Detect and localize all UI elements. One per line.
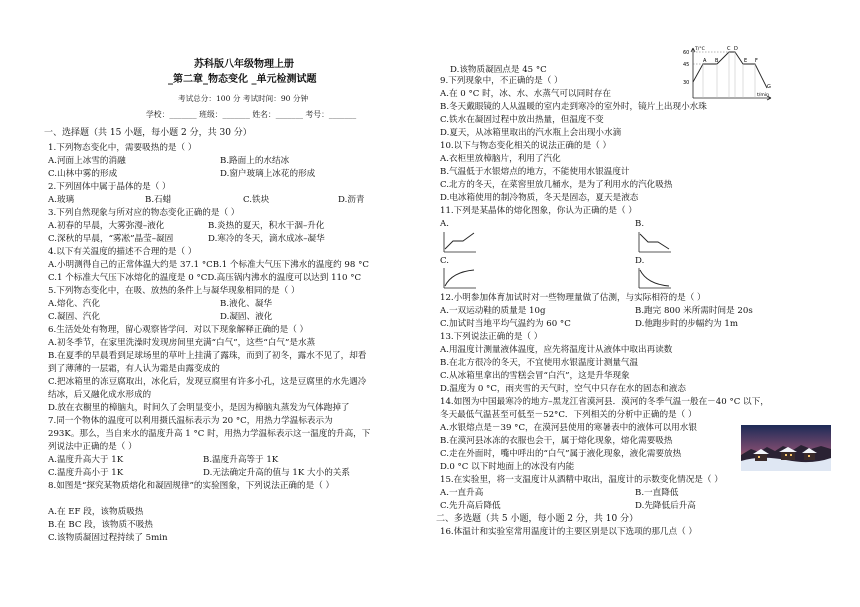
question-5: 5.下列物态变化中，在吸、放热的条件上与凝华现象相同的是（ ） [48, 286, 300, 296]
exam-title: 苏科版八年级物理上册 [194, 59, 294, 70]
fig8-x-unit: t/min [757, 93, 770, 98]
mohe-village-photo [741, 425, 831, 471]
q15-option-c[interactable]: C.先升高后降低 [440, 501, 501, 511]
q12-option-a[interactable]: A.一双运动鞋的质量是 10g [440, 306, 546, 316]
q8-option-a[interactable]: A.在 EF 段，该物质吸热 [48, 507, 144, 517]
q6-option-b[interactable]: B.在夏季的早晨看到足球场里的草叶上挂满了露珠，而到了初冬，露水不见了，却看 [48, 351, 367, 361]
fig8-point-e: E [744, 58, 748, 64]
question-7: 7.同一个物体的温度可以利用摄氏温标表示为 20 °C，用热力学温标表示为 [48, 416, 333, 426]
q10-option-d[interactable]: D.电冰箱使用的制冷物质，冬天是固态，夏天是液态 [440, 193, 639, 203]
question-7-cont1: 293K。那么，当自来水的温度升高 1 °C 时，用热力学温标表示这一温度的升高，下 [48, 429, 371, 439]
q3-option-c[interactable]: C.深秋的早晨，“雾凇”晶莹–凝固 [48, 234, 174, 244]
fig8-ytick-45: 45 [683, 62, 690, 68]
q14-option-c[interactable]: C.走在外面时，嘴中呼出的“白气”属于液化现象，液化需要放热 [440, 449, 682, 459]
question-1: 1.下列物态变化中，需要吸热的是（ ） [48, 143, 197, 153]
question-8: 8.如图是“探究某物质熔化和凝固规律”的实验图象，下列说法正确的是（ ） [48, 481, 335, 491]
question-14-cont: 冬天最低气温甚至可低至－52°C．下列相关的分析中正确的是（ ） [440, 410, 697, 420]
question-12: 12.小明参加体育加试时对一些物理量做了估测，与实际相符的是（ ） [440, 293, 706, 303]
q1-option-b[interactable]: B.路面上的水结冰 [220, 156, 290, 166]
q11-option-b[interactable]: B. [635, 219, 645, 229]
question-3: 3.下列自然现象与所对应的物态变化正确的是（ ） [48, 208, 240, 218]
q13-option-d[interactable]: D.温度为 0 °C，雨夹雪的天气时，空气中只存在水的固态和液态 [440, 384, 686, 394]
q5-option-d[interactable]: D.凝固、液化 [220, 312, 273, 322]
q15-option-a[interactable]: A.一直升高 [440, 488, 484, 498]
q2-option-a[interactable]: A.玻璃 [48, 195, 75, 205]
q13-option-c[interactable]: C.从冰箱里拿出的雪糕会冒“白汽”，这是升华现象 [440, 371, 630, 381]
q6-option-d[interactable]: D.放在衣橱里的樟脑丸，时间久了会明显变小，是因为樟脑丸蒸发为气体跑掉了 [48, 403, 350, 413]
question-4: 4.以下有关温度的描述不合理的是（ ） [48, 247, 197, 257]
q5-option-a[interactable]: A.熔化、汽化 [48, 299, 100, 309]
q15-option-d[interactable]: D.先降低后升高 [635, 501, 696, 511]
q14-option-d[interactable]: D.0 °C 以下时地面上的冰没有内能 [440, 462, 575, 472]
q15-option-b[interactable]: B.一直降低 [635, 488, 679, 498]
melting-curve-figure [683, 44, 779, 108]
q1-option-d[interactable]: D.窗户玻璃上冰花的形成 [220, 169, 316, 179]
q9-option-c[interactable]: C.铁水在凝固过程中放出热量，但温度不变 [440, 115, 604, 125]
fig8-point-g: G [767, 84, 771, 90]
q11-graph-d [637, 266, 673, 290]
q4-options-cd[interactable]: C.1 个标准大气压下冰熔化的温度是 0 °CD.高压锅内沸水的温度可以达到 110 °C [48, 273, 362, 283]
q8-option-d[interactable]: D.该物质凝固点是 45 °C [450, 65, 547, 75]
fig8-point-f: F [755, 58, 758, 64]
q10-option-a[interactable]: A.衣柜里放樟脑片，利用了汽化 [440, 154, 561, 164]
question-7-cont2: 列说法中正确的是（ ） [48, 442, 137, 452]
q14-option-a[interactable]: A.水银熔点是－39 °C，在漠河县使用的寒暑表中的液体可以用水银 [440, 423, 697, 433]
fig8-point-c: C [727, 46, 731, 52]
fig8-point-b: B [715, 58, 719, 64]
q6-option-a[interactable]: A.初冬季节，在家里洗澡时发现房间里充满“白气”，这些“白气”是水蒸 [48, 338, 316, 348]
fig8-y-unit: T/°C [695, 47, 705, 52]
q8-option-c[interactable]: C.该物质凝固过程持续了 5min [48, 533, 168, 543]
q12-option-d[interactable]: D.他跑步时的步幅约为 1m [635, 319, 739, 329]
q11-option-c[interactable]: C. [440, 256, 450, 266]
q3-option-d[interactable]: D.寒冷的冬天，滴水成冰–凝华 [208, 234, 325, 244]
q11-option-a[interactable]: A. [440, 219, 449, 229]
q11-option-d[interactable]: D. [635, 256, 645, 266]
q5-option-c[interactable]: C.凝固、汽化 [48, 312, 100, 322]
q9-option-b[interactable]: B.冬天戴眼镜的人从温暖的室内走到寒冷的室外时，镜片上出现小水珠 [440, 102, 707, 112]
q11-graph-a [442, 230, 478, 254]
section-heading-multi-choice: 二、多选题（共 5 小题，每小题 2 分，共 10 分） [436, 514, 639, 524]
q11-graph-c [442, 266, 478, 290]
fig8-point-a: A [703, 58, 707, 64]
student-info-line: 学校：_______ 班级：_______ 姓名：_______ 考号：_______ [146, 110, 357, 119]
q2-option-d[interactable]: D.沥青 [338, 195, 365, 205]
section-heading-single-choice: 一、选择题（共 15 小题，每小题 2 分，共 30 分） [44, 128, 252, 138]
q13-option-a[interactable]: A.用温度计测量液体温度，应先将温度计从液体中取出再读数 [440, 345, 673, 355]
q1-option-c[interactable]: C.山林中雾的形成 [48, 169, 118, 179]
q8-option-b[interactable]: B.在 BC 段，该物质不吸热 [48, 520, 153, 530]
question-9: 9.下列现象中，不正确的是（ ） [440, 76, 563, 86]
q6-option-c[interactable]: C.把冰箱里的冻豆腐取出，冰化后，发现豆腐里有许多小孔，这是豆腐里的水先遇冷 [48, 377, 367, 387]
q7-option-d[interactable]: D.无法确定升高的值与 1K 大小的关系 [203, 468, 350, 478]
q2-option-b[interactable]: B.石蜡 [145, 195, 172, 205]
q6-option-c-cont: 结冰，后又融化成水形成的 [48, 390, 152, 400]
q14-option-b[interactable]: B.在漠河县冰冻的衣服也会干，属于熔化现象，熔化需要吸热 [440, 436, 673, 446]
q13-option-b[interactable]: B.在北方很冷的冬天，不宜使用水银温度计测量气温 [440, 358, 639, 368]
question-13: 13.下列说法正确的是（ ） [440, 332, 543, 342]
q7-option-c[interactable]: C.温度升高小于 1K [48, 468, 124, 478]
question-10: 10.以下与物态变化相关的说法正确的是（ ） [440, 141, 612, 151]
q9-option-d[interactable]: D.夏天，从冰箱里取出的汽水瓶上会出现小水滴 [440, 128, 622, 138]
q4-options-ab[interactable]: A.小明测得自己的正常体温大约是 37.1 °CB.1 个标准大气压下沸水的温度约 98 °C [48, 260, 369, 270]
q10-option-b[interactable]: B.气温低于水银熔点的地方，不能使用水银温度计 [440, 167, 630, 177]
q3-option-a[interactable]: A.初春的早晨，大雾弥漫–液化 [48, 221, 165, 231]
q9-option-a[interactable]: A.在 0 °C 时，冰、水、水蒸气可以同时存在 [440, 89, 611, 99]
q11-graph-b [637, 230, 673, 254]
q7-option-b[interactable]: B.温度升高等于 1K [203, 455, 279, 465]
fig8-ytick-60: 60 [683, 50, 690, 56]
exam-subtitle: _第二章_物态变化 _单元检测试题 [168, 74, 317, 85]
question-15: 15.在实验里，将一支温度计从酒精中取出，温度计的示数变化情况是（ ） [440, 475, 723, 485]
q12-option-c[interactable]: C.加试时当地平均气温约为 60 °C [440, 319, 571, 329]
q10-option-c[interactable]: C.北方的冬天，在菜窖里放几桶水，是为了利用水的汽化吸热 [440, 180, 673, 190]
q6-option-b-cont: 到了薄薄的一层霜，有人认为霜是由露变成的 [48, 364, 220, 374]
question-2: 2.下列固体中属于晶体的是（ ） [48, 182, 171, 192]
question-16: 16.体温计和实验室常用温度计的主要区别是以下选项的那几点（ ） [440, 527, 698, 537]
question-6: 6.生活处处有物理，留心观察皆学问．对以下现象解释正确的是（ ） [48, 325, 309, 335]
q7-option-a[interactable]: A.温度升高大于 1K [48, 455, 124, 465]
exam-meta: 考试总分：100 分 考试时间：90 分钟 [178, 94, 309, 103]
fig8-point-d: D [734, 46, 738, 52]
question-11: 11.下列是某晶体的熔化图象，你认为正确的是（ ） [440, 206, 637, 216]
q1-option-a[interactable]: A.河面上冰雪的消融 [48, 156, 126, 166]
q12-option-b[interactable]: B.跑完 800 米所需时间是 20s [635, 306, 753, 316]
question-14: 14.如图为中国最寒冷的地方–黑龙江省漠河县．漠河的冬季气温一般在－40 °C 以下， [440, 397, 769, 407]
q5-option-b[interactable]: B.液化、凝华 [220, 299, 273, 309]
q2-option-c[interactable]: C.铁块 [243, 195, 270, 205]
q3-option-b[interactable]: B.炎热的夏天，积水干涸–升化 [208, 221, 325, 231]
fig8-ytick-30: 30 [683, 80, 690, 86]
